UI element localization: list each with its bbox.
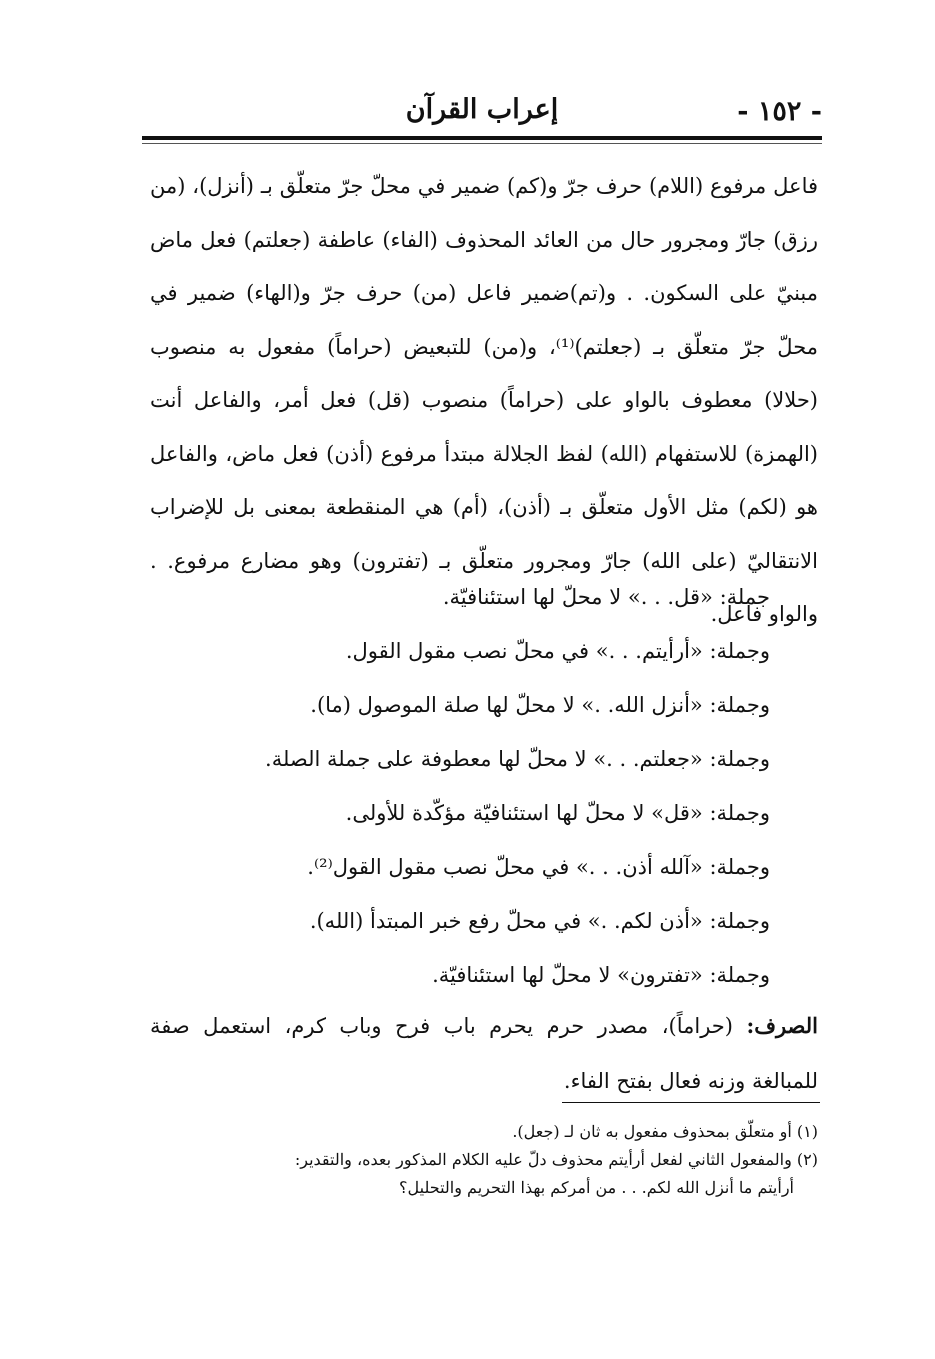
footnote-text: (١) أو متعلّق بمحذوف مفعول به ثان لـ (جعل). [512, 1122, 818, 1141]
footnote-continuation: أرأيتم ما أنزل الله لكم. . . من أمركم بهذا التحريم والتحليل؟ [399, 1178, 794, 1197]
irab-paragraph: فاعل مرفوع (اللام) حرف جرّ و(كم) ضمير في محلّ جرّ متعلّق بـ (أنزل)، (من رزق) جارّ ومجرور حال من العائد المحذوف (الفاء) عاطفة (جعلتم) فعل ماض مبنيّ على السكون. . و(تم)ضمير فاعل (من) حرف جرّ و(الهاء) ضمير في محلّ جرّ متعلّق بـ (جعلتم)⁽¹⁾، و(من) للتبعيض (حراماً) مفعول به منصوب (حلالا) معطوف بالواو على (حراماً) منصوب (قل) فعل أمر، والفاعل أنت (الهمزة) للاستفهام (الله) لفظ الجلالة مبتدأ مرفوع (أذن) فعل ماض، والفاعل هو (لكم) مثل الأول متعلّق بـ (أذن)، (أم) هي المنقطعة بمعنى بل للإضراب الانتقاليّ (على الله) جارّ ومجرور متعلّق بـ (تفترون) وهو مضارع مرفوع. . والواو فاعل. [150, 174, 819, 626]
running-title: إعراب القرآن [405, 94, 559, 125]
sentence-item: وجملة: «أنزل الله. .» لا محلّ لها صلة الموصول (ما). [310, 693, 770, 717]
sentence-item: وجملة: «قل» لا محلّ لها استئنافيّة مؤكّدة للأولى. [345, 801, 770, 825]
sarf-text: (حراماً)، مصدر حرم يحرم باب فرح وباب كرم، استعمل صفة للمبالغة وزنه فعال بفتح الفاء. [150, 1014, 818, 1093]
footnote-2 [150, 1146, 818, 1202]
sarf-paragraph [150, 998, 818, 1109]
sentence-item: جملة: «قل. . .» لا محلّ لها استئنافيّة. [442, 585, 770, 609]
sentence-item: وجملة: «آلله أذن. . .» في محلّ نصب مقول القول⁽²⁾. [307, 855, 770, 879]
page-number: - ١٥٢ - [737, 96, 822, 127]
footnote-1 [150, 1118, 818, 1146]
sarf-label: الصرف: [746, 1013, 818, 1038]
header-rule-thin [142, 143, 822, 144]
footnotes [150, 1118, 818, 1202]
page-header [142, 90, 822, 138]
sentences-list [150, 570, 770, 1002]
sentence-item: وجملة: «جعلتم. . .» لا محلّ لها معطوفة على جملة الصلة. [265, 747, 770, 771]
footnote-separator [562, 1102, 820, 1103]
footnote-text: (٢) والمفعول الثاني لفعل أرأيتم محذوف دلّ عليه الكلام المذكور بعده، والتقدير: [294, 1150, 818, 1169]
header-rule [142, 136, 822, 140]
sentence-item: وجملة: «أرأيتم. . .» في محلّ نصب مقول القول. [345, 639, 770, 663]
sentence-item: وجملة: «تفترون» لا محلّ لها استئنافيّة. [432, 963, 770, 987]
sentence-item: وجملة: «أذن لكم. .» في محلّ رفع خبر المبتدأ (الله). [309, 909, 770, 933]
